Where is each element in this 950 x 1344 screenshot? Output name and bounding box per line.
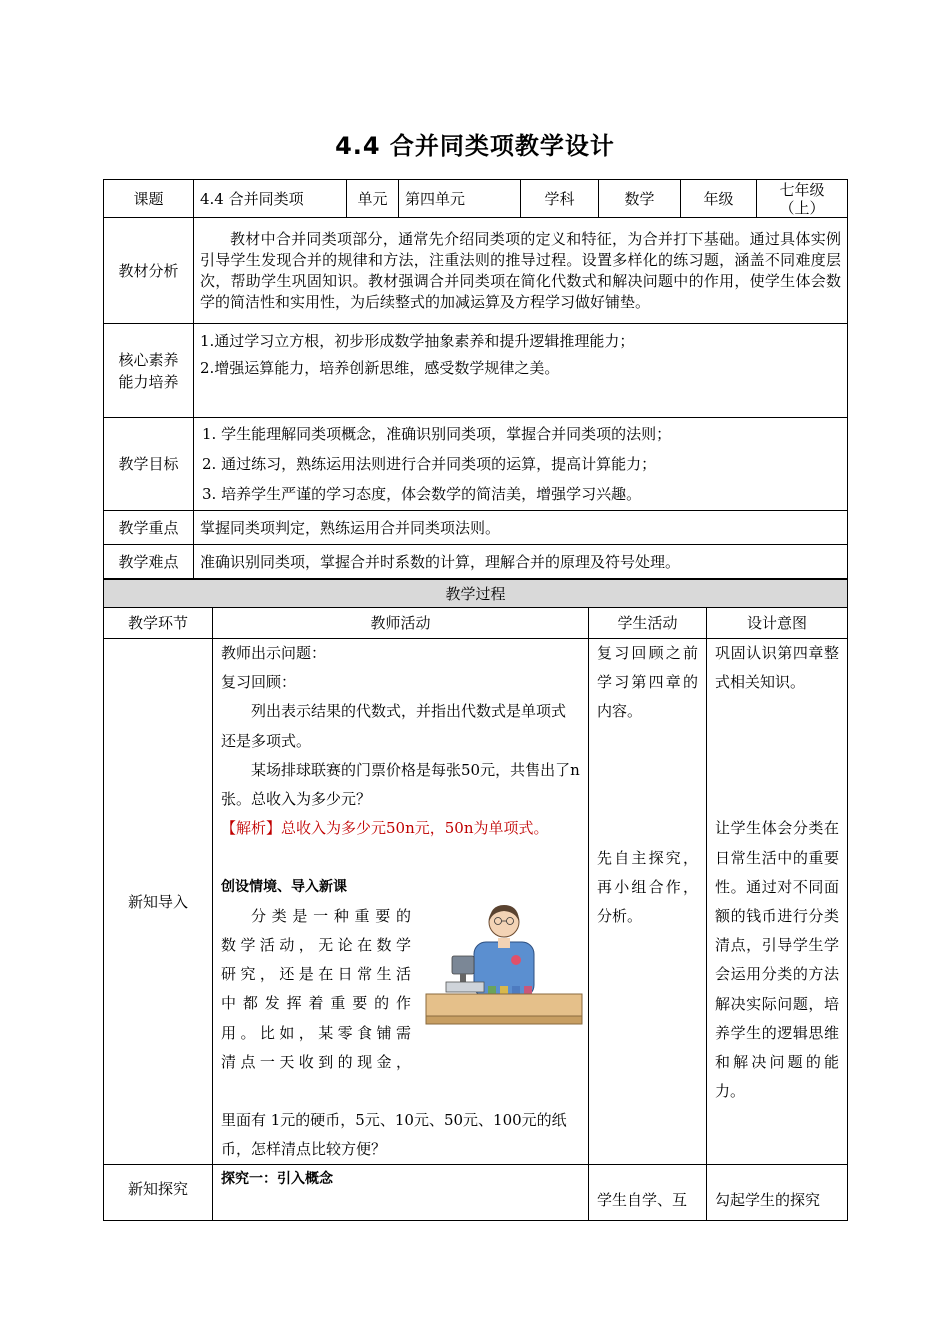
literacy-label: 核心素养能力培养 — [104, 324, 194, 418]
process-title: 教学过程 — [104, 580, 848, 608]
topic-label: 课题 — [104, 180, 194, 218]
t-scene-line: 数学活动，无论在数学 — [221, 936, 411, 955]
goals-label: 教学目标 — [104, 418, 194, 511]
t-q1: 列出表示结果的代数式，并指出代数式是单项式还是多项式。 — [221, 702, 567, 750]
difficulty-text: 准确识别同类项，掌握合并时系数的计算，理解合并的原理及符号处理。 — [194, 545, 848, 579]
analysis-text: 教材中合并同类项部分，通常先介绍同类项的定义和特征，为合并打下基础。通过具体实例引导学生发现合并的规律和方法，注重法则的推导过程。设置多样化的练习题，涵盖不同难度层次，帮助学生巩固知识。教材强调合并同类项在简化代数式和解决问题中的作用，使学生体会数学的简洁性和实用性，为后续整式的加减运算及方程学习做好铺垫。 — [200, 229, 841, 311]
student-activity-1: 复习回顾之前学习第四章的内容。 — [597, 644, 698, 721]
goal-item: 3. 培养学生严谨的学习态度，体会数学的简洁美，增强学习兴趣。 — [202, 485, 642, 503]
explore-student: 学生自学、互 — [589, 1165, 707, 1221]
t-scene-line: 分类是一种重要的 — [251, 906, 411, 925]
design-intent-2: 让学生体会分类在日常生活中的重要性。通过对不同面额的钱币进行分类清点，引导学生学会运用分类的方法解决实际问题，培养学生的逻辑思维和解决问题的能力。 — [715, 819, 840, 1101]
t-scene-line: 用。比如，某零食铺需 — [221, 1023, 411, 1042]
t-q2: 某场排球联赛的门票价格是每张50元，共售出了n张。总收入为多少元？ — [221, 760, 580, 809]
explore-design: 勾起学生的探究 — [707, 1165, 848, 1221]
t-scene-heading: 创设情境、导入新课 — [221, 878, 347, 895]
key-point-text: 掌握同类项判定，熟练运用合并同类项法则。 — [194, 511, 848, 545]
t-scene-tail: 里面有 1元的硬币，5元、10元、50元、100元的纸币，怎样清点比较方便？ — [221, 1110, 567, 1159]
topic-value: 4.4 合并同类项 — [194, 180, 347, 218]
t-review: 复习回顾： — [221, 673, 297, 692]
t-scene-line: 中都发挥着重要的作 — [221, 994, 411, 1013]
goal-item: 2. 通过练习，熟练运用法则进行合并同类项的运算，提高计算能力； — [202, 455, 657, 473]
col-teacher: 教师活动 — [213, 608, 589, 639]
t-intro: 教师出示问题： — [221, 644, 327, 662]
document-title: 4.4 合并同类项教学设计 — [335, 132, 615, 160]
subject-label: 学科 — [521, 180, 599, 218]
t-scene-line: 研究，还是在日常生活 — [221, 965, 411, 984]
goal-item: 1. 学生能理解同类项概念，准确识别同类项，掌握合并同类项的法则； — [202, 425, 672, 443]
unit-value: 第四单元 — [399, 180, 521, 218]
process-table — [103, 579, 848, 1221]
t-answer-text: 总收入为多少元50n元，50n为单项式。 — [281, 819, 549, 838]
explore-heading: 探究一：引入概念 — [221, 1171, 333, 1188]
grade-label: 年级 — [681, 180, 757, 218]
design-intent-1: 巩固认识第四章整式相关知识。 — [715, 644, 840, 692]
col-stage: 教学环节 — [104, 608, 213, 639]
analysis-label: 教材分析 — [104, 218, 194, 324]
t-answer-tag: 【解析】 — [221, 819, 282, 838]
col-student: 学生活动 — [589, 608, 707, 639]
teacher-activity-intro — [213, 639, 589, 1165]
unit-label: 单元 — [347, 180, 399, 218]
grade-value: 七年级（上） — [757, 180, 848, 218]
stage-explore: 新知探究 — [104, 1165, 213, 1221]
difficulty-label: 教学难点 — [104, 545, 194, 579]
student-activity-2: 先自主探究，再小组合作，分析。 — [597, 848, 698, 926]
cashier-illustration — [424, 902, 584, 1042]
literacy-item: 2.增强运算能力，培养创新思维，感受数学规律之美。 — [200, 359, 560, 377]
stage-intro: 新知导入 — [104, 639, 213, 1165]
key-point-label: 教学重点 — [104, 511, 194, 545]
t-answer — [221, 814, 580, 843]
col-design: 设计意图 — [707, 608, 848, 639]
info-table — [103, 179, 848, 579]
literacy-item: 1.通过学习立方根，初步形成数学抽象素养和提升逻辑推理能力； — [200, 332, 635, 350]
subject-value: 数学 — [599, 180, 681, 218]
t-scene-line: 清点一天收到的现金， — [221, 1052, 411, 1071]
